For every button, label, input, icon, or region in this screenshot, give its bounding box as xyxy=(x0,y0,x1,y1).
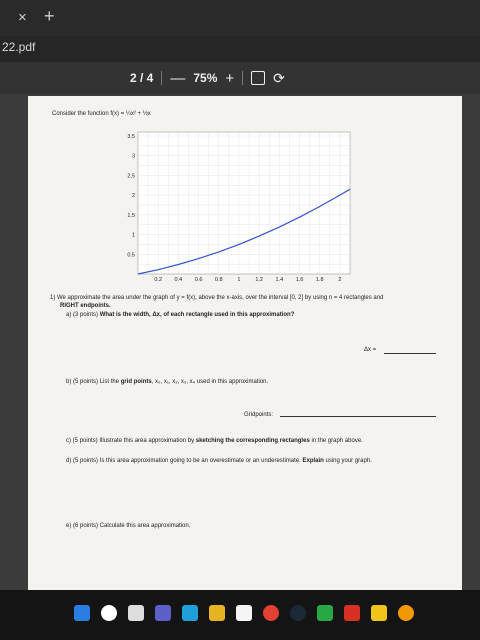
zoom-in-button[interactable]: + xyxy=(225,69,235,87)
toolbar-divider xyxy=(161,71,162,85)
question-e-number: e) (6 points) xyxy=(66,523,99,529)
gridpoints-answer-line xyxy=(280,416,436,417)
zoom-level[interactable]: 75% xyxy=(193,71,218,85)
x-tick-label: 2 xyxy=(338,277,342,283)
plot-area xyxy=(138,132,350,274)
pdf-toolbar xyxy=(0,62,480,94)
pdf-filename: 22.pdf xyxy=(2,40,36,54)
zoom-out-button[interactable]: — xyxy=(170,69,186,87)
question-c-post: in the graph above. xyxy=(311,438,363,444)
app-icon[interactable] xyxy=(317,605,333,621)
question-c xyxy=(66,438,363,444)
function-graph xyxy=(108,128,358,288)
new-tab-icon[interactable]: + xyxy=(44,6,55,26)
settings-icon[interactable] xyxy=(371,605,387,621)
gridpoints-label: Gridpoints: xyxy=(244,412,274,418)
question-e xyxy=(66,523,190,529)
y-axis-ticks xyxy=(127,134,135,258)
question-a-text: What is the width, Δx, of each rectangle used in this approximation? xyxy=(99,312,295,318)
rotate-icon[interactable]: ⟳ xyxy=(273,69,285,86)
y-tick-label: 3 xyxy=(131,153,135,160)
x-tick-label: 1.6 xyxy=(295,277,304,283)
steam-icon[interactable] xyxy=(290,605,306,621)
toolbar-divider xyxy=(242,71,243,85)
question-b-bold: grid points xyxy=(120,379,152,385)
question-b xyxy=(66,379,268,385)
close-tab-icon[interactable]: × xyxy=(18,9,27,26)
x-tick-label: 1.4 xyxy=(275,277,284,283)
x-axis-ticks xyxy=(154,277,341,283)
edge-icon[interactable] xyxy=(182,605,198,621)
y-tick-label: 1 xyxy=(131,232,135,239)
store-icon[interactable] xyxy=(236,605,252,621)
question-a-number: a) (3 points) xyxy=(66,312,99,318)
x-tick-label: 0.8 xyxy=(214,277,223,283)
question-c-pre: Illustrate this area approximation by xyxy=(99,438,195,444)
question-d xyxy=(66,458,372,464)
file-explorer-icon[interactable] xyxy=(209,605,225,621)
app-icon-2[interactable] xyxy=(344,605,360,621)
x-tick-label: 0.6 xyxy=(194,277,203,283)
y-tick-label: 3.5 xyxy=(127,133,135,140)
delta-x-answer-line xyxy=(384,353,436,354)
task-view-icon[interactable] xyxy=(128,605,144,621)
question-d-text: Is this area approximation going to be an overestimate or an underestimate. xyxy=(99,458,301,464)
address-bar xyxy=(0,36,480,62)
delta-x-label: Δx = xyxy=(364,347,377,353)
question-1-line-2: RIGHT endpoints. xyxy=(60,303,111,309)
question-d-number: d) (5 points) xyxy=(66,458,99,464)
question-e-text: Calculate this area approximation. xyxy=(99,523,191,529)
x-tick-label: 0.4 xyxy=(174,277,183,283)
x-tick-label: 1.2 xyxy=(255,277,263,283)
browser-tab-bar xyxy=(0,0,480,36)
windows-start-icon[interactable] xyxy=(74,605,90,621)
question-d-post: using your graph. xyxy=(325,458,372,464)
x-tick-label: 1 xyxy=(237,277,241,283)
question-b-post: , x₀, x₁, x₂, x₃, x₄ used in this approximation. xyxy=(151,379,269,385)
fit-page-icon[interactable] xyxy=(251,71,265,85)
question-1-line-1: 1) We approximate the area under the graph of y = f(x), above the x-axis, over the interval [0, 2] by using n = 4 rectangles and xyxy=(50,295,384,301)
question-c-bold: sketching the corresponding rectangles xyxy=(195,438,310,444)
y-tick-label: 2 xyxy=(131,193,135,200)
chrome-profile-icon[interactable] xyxy=(398,605,414,621)
x-tick-label: 1.8 xyxy=(315,277,324,283)
teams-icon[interactable] xyxy=(155,605,171,621)
question-d-bold: Explain xyxy=(302,458,324,464)
y-tick-label: 1.5 xyxy=(127,212,135,219)
question-c-number: c) (5 points) xyxy=(66,438,98,444)
chrome-icon[interactable] xyxy=(263,605,279,621)
question-b-number: b) (5 points) xyxy=(66,379,99,385)
question-a xyxy=(66,312,294,318)
y-tick-label: 2.5 xyxy=(127,173,135,180)
y-tick-label: 0.5 xyxy=(127,252,135,259)
search-icon[interactable] xyxy=(101,605,117,621)
intro-text: Consider the function f(x) = ¼x² + ½x xyxy=(52,111,151,117)
question-b-pre: List the xyxy=(99,379,120,385)
x-tick-label: 0.2 xyxy=(154,277,163,283)
page-indicator[interactable]: 2 / 4 xyxy=(130,71,154,85)
